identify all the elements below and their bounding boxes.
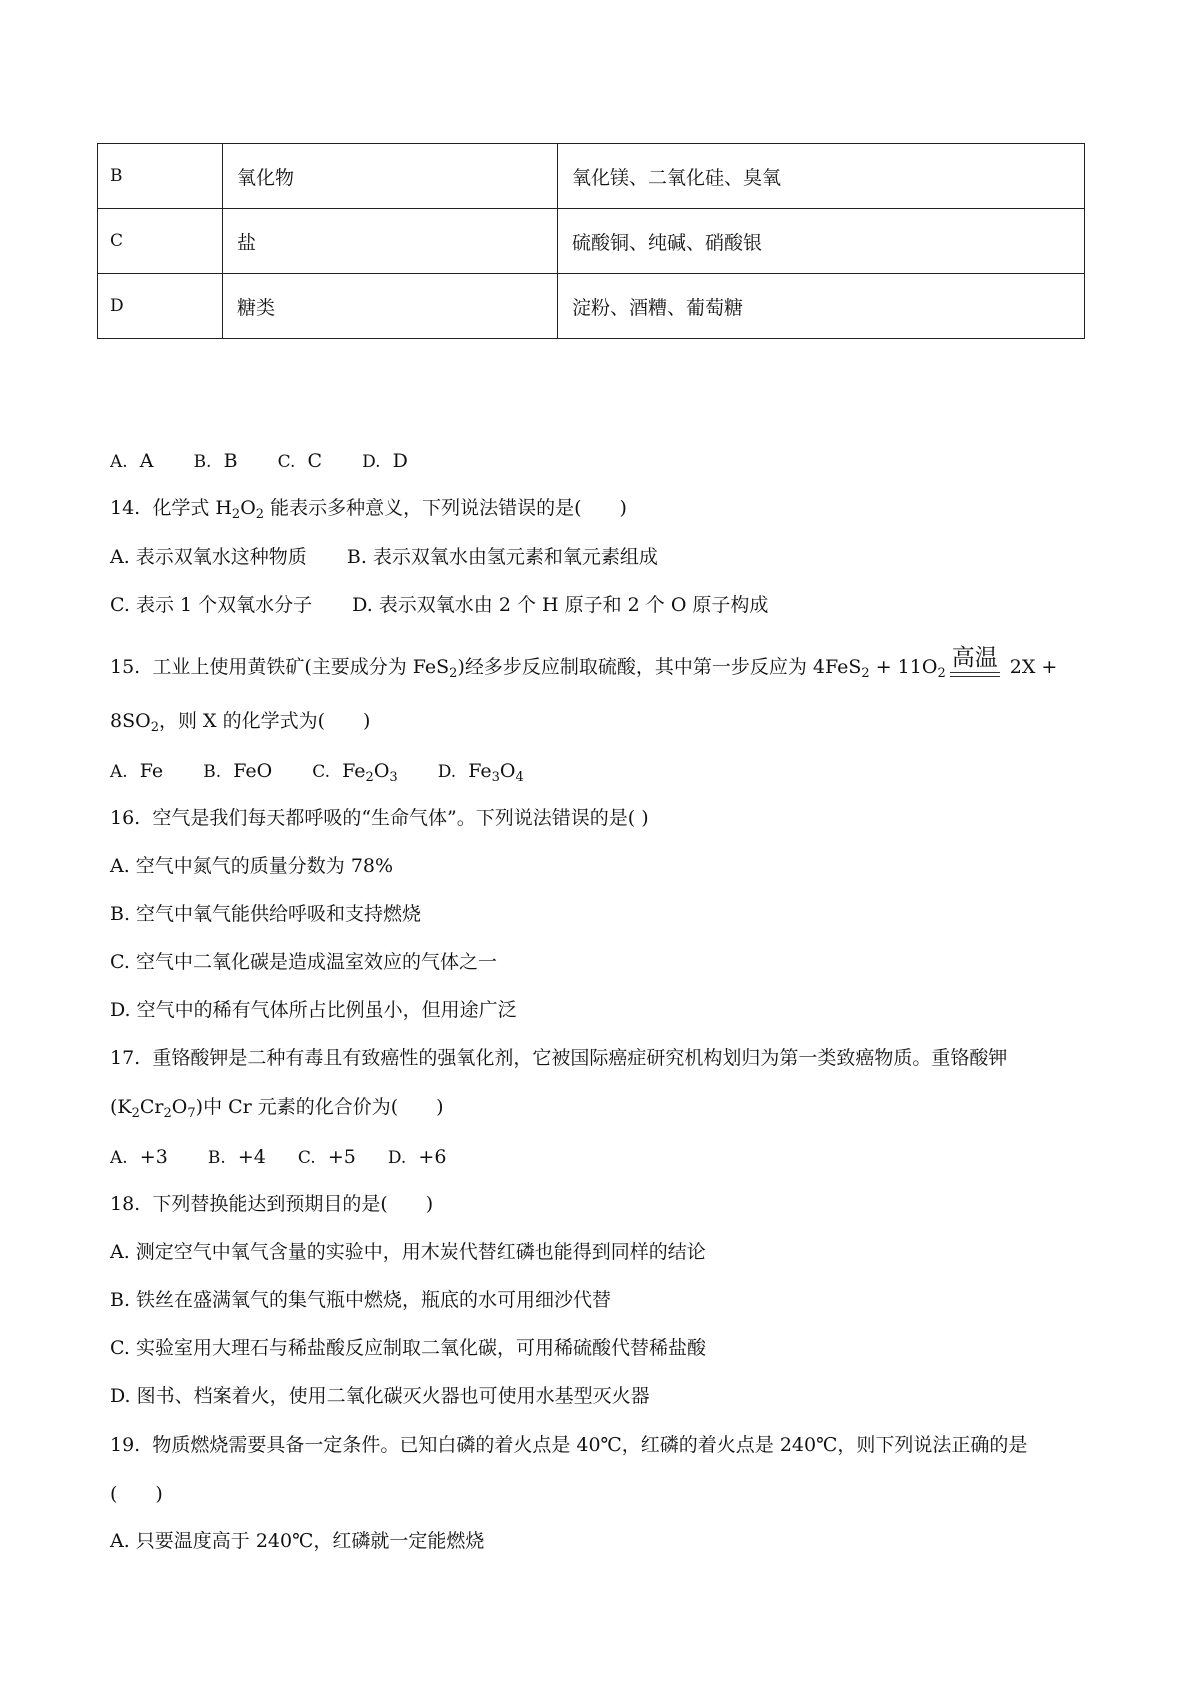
table-row	[98, 274, 1085, 339]
q15-option-b[interactable]: B. FeO	[203, 760, 273, 782]
row-examples: 氧化镁、二氧化硅、臭氧	[558, 144, 1085, 209]
table-row	[98, 144, 1085, 209]
q19-option-a[interactable]: A. 只要温度高于 240℃，红磷就一定能燃烧	[110, 1530, 485, 1552]
q17-option-d[interactable]: D. +6	[387, 1146, 447, 1168]
q14-option-c[interactable]: C. 表示 1 个双氧水分子	[110, 594, 313, 616]
q14-option-d[interactable]: D. 表示双氧水由 2 个 H 原子和 2 个 O 原子构成	[352, 594, 769, 616]
reaction-condition: 高温	[951, 645, 998, 671]
q14-stem: 14. 化学式 $H_2O_2$ 能表示多种意义，下列说法错误的是( )	[110, 497, 627, 522]
row-category: 氧化物	[223, 144, 558, 209]
q15-options	[110, 760, 524, 783]
q18-option-a[interactable]: A. 测定空气中氧气含量的实验中，用木炭代替红磷也能得到同样的结论	[110, 1241, 706, 1263]
q13-option-d[interactable]: D. D	[362, 450, 408, 472]
q15-option-c[interactable]: C. $Fe_2O_3$	[312, 760, 398, 785]
q15-stem-line2: $8SO_2$，则 X 的化学式为( )	[110, 710, 371, 735]
q17-option-c[interactable]: C. +5	[297, 1146, 356, 1168]
q16-option-a[interactable]: A. 空气中氮气的质量分数为 78%	[110, 855, 394, 877]
q15-option-d[interactable]: D. $Fe_3O_4$	[437, 760, 524, 785]
q19-stem-line2: ( )	[110, 1483, 163, 1505]
q13-options	[110, 450, 408, 473]
q14-options-row2	[110, 594, 768, 617]
q16-option-c[interactable]: C. 空气中二氧化碳是造成温室效应的气体之一	[110, 951, 497, 973]
row-label: C	[98, 209, 223, 274]
q17-options	[110, 1146, 446, 1169]
row-category: 糖类	[223, 274, 558, 339]
q13-option-c[interactable]: C. C	[277, 450, 323, 472]
row-label: B	[98, 144, 223, 209]
q18-option-c[interactable]: C. 实验室用大理石与稀盐酸反应制取二氧化碳，可用稀硫酸代替稀盐酸	[110, 1337, 706, 1359]
q13-option-b[interactable]: B. B	[193, 450, 238, 472]
row-examples: 淀粉、酒糟、葡萄糖	[558, 274, 1085, 339]
classification-table	[97, 143, 1085, 339]
row-category: 盐	[223, 209, 558, 274]
q18-option-b[interactable]: B. 铁丝在盛满氧气的集气瓶中燃烧，瓶底的水可用细沙代替	[110, 1289, 612, 1311]
q17-option-b[interactable]: B. +4	[207, 1146, 266, 1168]
q18-stem: 18. 下列替换能达到预期目的是( )	[110, 1193, 434, 1215]
q17-stem: 17. 重铬酸钾是二种有毒且有致癌性的强氧化剂，它被国际癌症研究机构划归为第一类致癌物质。重铬酸钾	[110, 1047, 1008, 1069]
row-examples: 硫酸铜、纯碱、硝酸银	[558, 209, 1085, 274]
q16-stem: 16. 空气是我们每天都呼吸的“生命气体”。下列说法错误的是( )	[110, 807, 649, 829]
q13-option-a[interactable]: A. A	[110, 450, 154, 472]
row-label: D	[98, 274, 223, 339]
q14-options-row1	[110, 546, 658, 569]
q16-option-d[interactable]: D. 空气中的稀有气体所占比例虽小，但用途广泛	[110, 999, 517, 1021]
q15-option-a[interactable]: A. Fe	[110, 760, 164, 782]
q16-option-b[interactable]: B. 空气中氧气能供给呼吸和支持燃烧	[110, 903, 422, 925]
q14-option-a[interactable]: A. 表示双氧水这种物质	[110, 546, 307, 568]
q15-stem: 15. 工业上使用黄铁矿(主要成分为 FeS$_2$)经多步反应制取硫酸，其中第一步反应为 $4FeS_2 + 11O_2$高温 2X +	[110, 645, 1058, 681]
q14-option-b[interactable]: B. 表示双氧水由氢元素和氧元素组成	[346, 546, 658, 568]
table-row	[98, 209, 1085, 274]
q17-option-a[interactable]: A. +3	[110, 1146, 168, 1168]
q18-option-d[interactable]: D. 图书、档案着火，使用二氧化碳灭火器也可使用水基型灭火器	[110, 1385, 650, 1407]
q17-stem-line2: $(K_2Cr_2O_7)$中 Cr 元素的化合价为( )	[110, 1096, 444, 1121]
q19-stem: 19. 物质燃烧需要具备一定条件。已知白磷的着火点是 40℃，红磷的着火点是 240℃，则下列说法正确的是	[110, 1434, 1028, 1456]
